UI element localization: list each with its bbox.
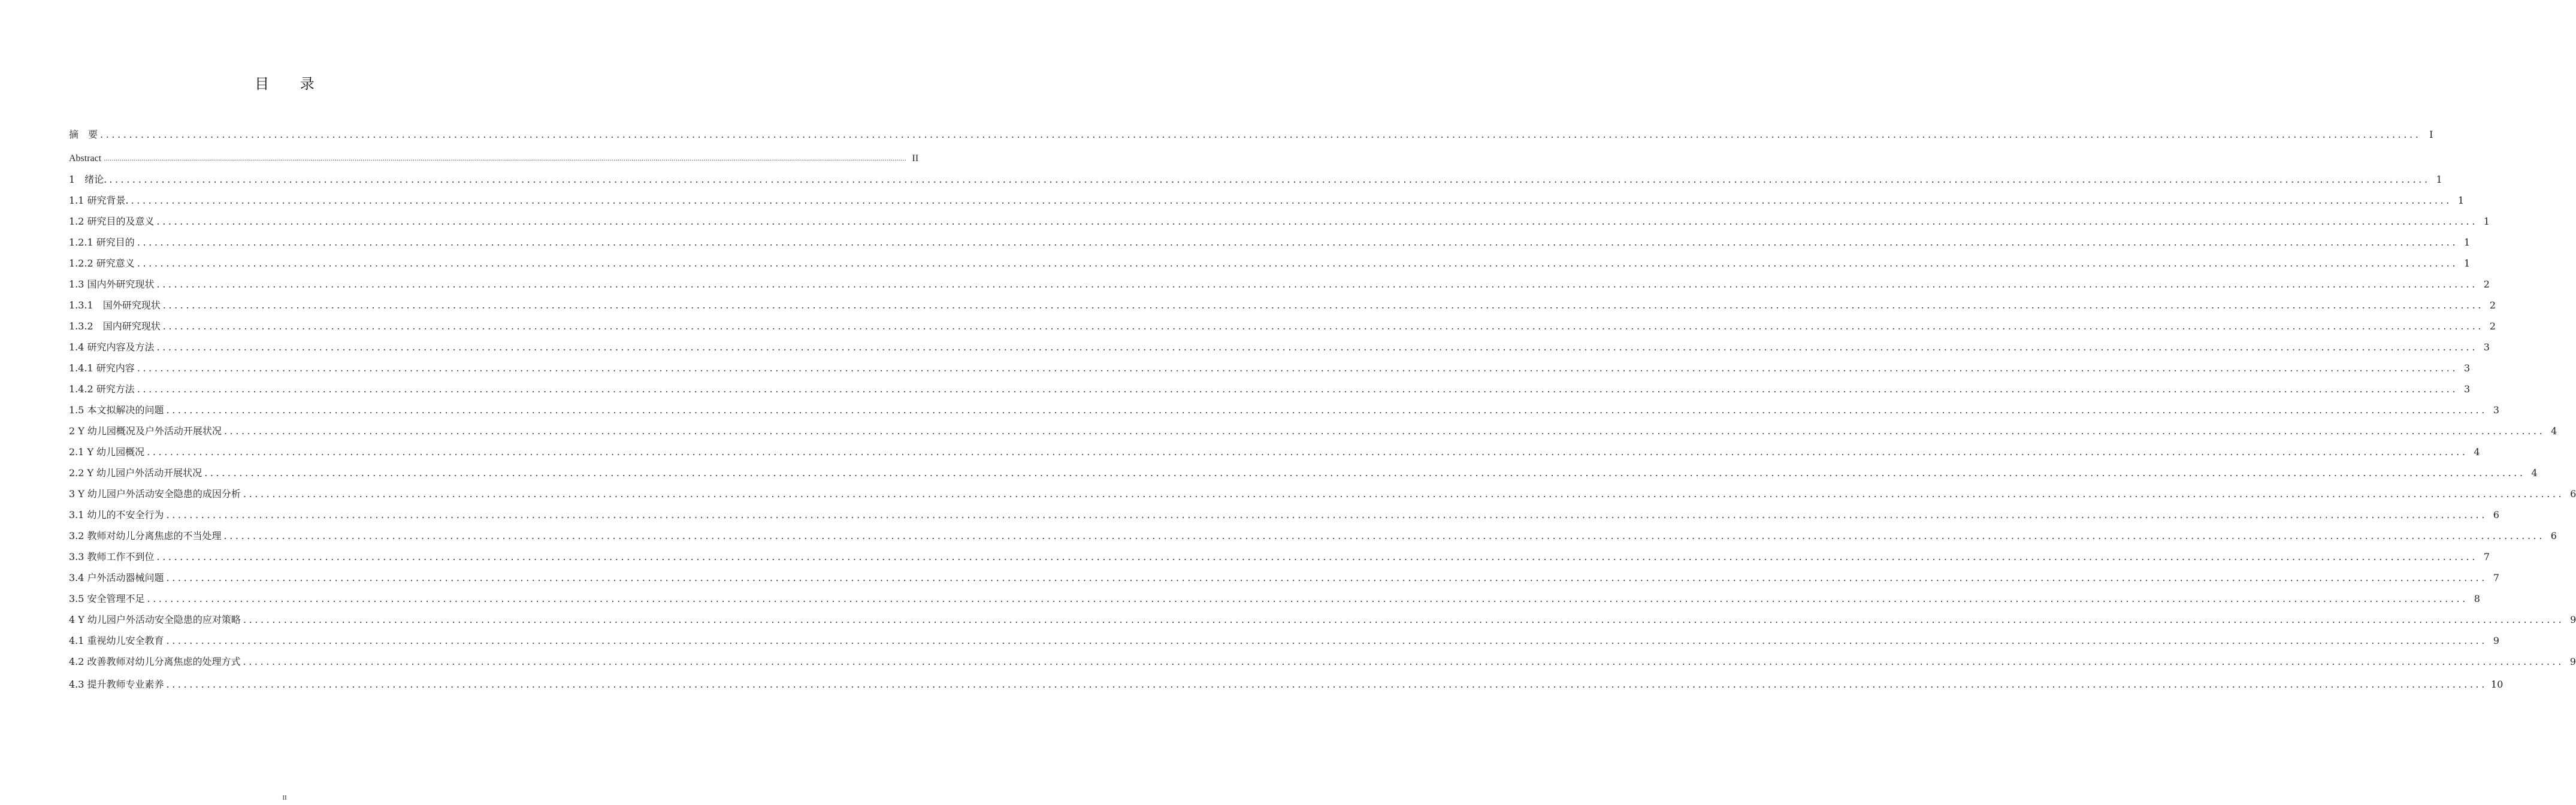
toc-entry-page: 2 xyxy=(2489,299,2496,311)
toc-entry-label: 4.1 重视幼儿安全教育 xyxy=(69,635,164,646)
toc-entry-page: 6 xyxy=(2493,509,2499,520)
toc-entry-label: 2 Y 幼儿园概况及户外活动开展状况 xyxy=(69,425,222,437)
dot-leader: ................................................................................................................................................................................................................................................................................................................................................................................................................ xyxy=(137,258,2459,269)
toc-entry-1[interactable] xyxy=(69,171,2442,186)
toc-entry-page: 6 xyxy=(2550,530,2557,541)
toc-entry-label: 3.2 教师对幼儿分离焦虑的不当处理 xyxy=(69,530,222,541)
toc-entry-label: 2.2 Y 幼儿园户外活动开展状况 xyxy=(69,467,202,479)
toc-entry-label: Abstract xyxy=(69,153,102,164)
toc-entry-label: 1 绪论. xyxy=(69,174,107,185)
toc-entry-label: 2.1 Y 幼儿园概况 xyxy=(69,446,145,458)
toc-entry-2-1[interactable] xyxy=(69,443,2480,459)
toc-entry-1-2-1[interactable] xyxy=(69,234,2471,249)
toc-entry-page: 2 xyxy=(2489,320,2496,332)
toc-entry-3[interactable] xyxy=(69,485,2576,501)
toc-entry-page: 6 xyxy=(2570,488,2576,500)
toc-entry-abstract-cn[interactable] xyxy=(69,126,2433,141)
toc-entry-1-4-1[interactable] xyxy=(69,359,2471,375)
toc-entry-page: 9 xyxy=(2569,656,2576,667)
dot-leader: ................................................................................................................................................................................................................................................................................................................................................................................................................ xyxy=(243,614,2565,625)
dot-leader: ................................................................................................................................................................................................................................................................................................................................................................................................................ xyxy=(156,279,2478,290)
dot-leader: ................................................................................................................................................................................................................................................................................................................................................................................................................ xyxy=(166,509,2487,520)
toc-entry-4-3[interactable] xyxy=(69,676,2504,691)
toc-entry-page: 7 xyxy=(2483,551,2490,562)
toc-entry-page: 3 xyxy=(2493,404,2499,416)
toc-entry-3-2[interactable] xyxy=(69,527,2557,543)
toc-entry-label: 1.3 国内外研究现状 xyxy=(69,279,155,290)
toc-entry-page: 2 xyxy=(2483,279,2490,290)
toc-entry-page: 1 xyxy=(2457,195,2464,206)
toc-entry-page: 7 xyxy=(2493,572,2499,583)
toc-entry-page: 3 xyxy=(2464,362,2471,374)
toc-entry-label: 4.3 提升教师专业素养 xyxy=(69,679,164,690)
toc-entry-1-3-2[interactable] xyxy=(69,317,2496,333)
toc-entry-page: 4 xyxy=(2551,425,2557,437)
toc-entry-label: 3 Y 幼儿园户外活动安全隐患的成因分析 xyxy=(69,488,241,500)
dot-leader: ................................................................................................................................................................................................................................................................................................................................................................................................................ xyxy=(100,129,2421,140)
dot-leader: ................................................................................................................................................................................................................................................................................................................................................................................................................ xyxy=(166,635,2487,646)
toc-entry-1-3-1[interactable] xyxy=(69,296,2496,312)
toc-entry-label: 1.2.2 研究意义 xyxy=(69,258,135,269)
toc-entry-1-5[interactable] xyxy=(69,401,2499,417)
toc-entry-1-1[interactable] xyxy=(69,192,2464,207)
page-title: 目 录 xyxy=(255,75,328,92)
toc-entry-page: 3 xyxy=(2464,383,2471,395)
dot-leader: ................................................................................................................................................................................................................................................................................................................................................................................................................ xyxy=(223,530,2545,541)
footer-page-number: II xyxy=(282,794,287,801)
toc-entry-2-2[interactable] xyxy=(69,464,2538,480)
toc-entry-1-4[interactable] xyxy=(69,338,2490,354)
toc-entry-page: I xyxy=(2429,129,2433,140)
dot-leader: ................................................................................................................................................................................................................................................................................................................................................................................................................ xyxy=(137,383,2459,395)
toc-entry-3-4[interactable] xyxy=(69,569,2499,585)
toc-entry-label: 摘 要 xyxy=(69,129,98,140)
toc-entry-4[interactable] xyxy=(69,611,2576,627)
dot-leader: ................................................................................................................................................................................................................................................................................................................................................................................................................ xyxy=(166,679,2487,690)
dot-leader: ................................................................................................................................................................................................................................................................................................................................................................................................................ xyxy=(109,174,2430,185)
dot-leader: ................................................................................................................................................................................................................................................................................................................................................................................................................ xyxy=(156,551,2478,562)
dot-leader: ................................................................................................................................................................................................................................................................................................................................................................................................................ xyxy=(137,362,2459,374)
dot-leader: ................................................................................................................................................................................................................................................................................................................................................................................................................ xyxy=(166,404,2487,416)
toc-entry-2[interactable] xyxy=(69,422,2557,438)
toc-entry-label: 1.2 研究目的及意义 xyxy=(69,216,155,227)
toc-entry-3-3[interactable] xyxy=(69,548,2490,564)
toc-entry-page: 1 xyxy=(2436,174,2442,185)
toc-entry-label: 4 Y 幼儿园户外活动安全隐患的应对策略 xyxy=(69,614,241,625)
dot-leader: ................................................................................................................................................................................................................................................................................................................................................................................................................ xyxy=(243,656,2564,667)
toc-entry-label: 1.1 研究背景. xyxy=(69,195,129,206)
toc-entry-label: 1.3.1 国外研究现状 xyxy=(69,299,161,311)
table-of-contents xyxy=(69,0,2576,805)
toc-entry-page: 3 xyxy=(2483,341,2490,353)
toc-entry-1-2[interactable] xyxy=(69,213,2490,228)
toc-entry-page: 8 xyxy=(2474,593,2480,604)
toc-entry-label: 1.3.2 国内研究现状 xyxy=(69,320,161,332)
toc-entry-label: 1.4 研究内容及方法 xyxy=(69,341,155,353)
dot-leader: ................................................................................................................................................................................................................................................................................................................................................................................................................ xyxy=(223,425,2545,437)
toc-entry-label: 1.4.1 研究内容 xyxy=(69,362,135,374)
dot-leader: ................................................................................................................................................................................................................................................................................................................................................................................................................ xyxy=(162,320,2484,332)
toc-entry-label: 3.3 教师工作不到位 xyxy=(69,551,155,562)
toc-entry-label: 1.2.1 研究目的 xyxy=(69,237,135,248)
toc-entry-page: 1 xyxy=(2483,216,2490,227)
dot-leader: ................................................................................................................................................................................................................................................................................................................................................................................................................ xyxy=(104,155,907,162)
dot-leader: ................................................................................................................................................................................................................................................................................................................................................................................................................ xyxy=(137,237,2459,248)
toc-entry-page: 9 xyxy=(2570,614,2576,625)
toc-entry-label: 3.4 户外活动器械问题 xyxy=(69,572,164,583)
toc-entry-label: 3.5 安全管理不足 xyxy=(69,593,145,604)
dot-leader: ................................................................................................................................................................................................................................................................................................................................................................................................................ xyxy=(204,467,2526,479)
toc-entry-abstract-en[interactable] xyxy=(69,150,919,165)
toc-entry-page: 10 xyxy=(2490,679,2504,690)
toc-entry-3-1[interactable] xyxy=(69,506,2499,522)
toc-entry-label: 3.1 幼儿的不安全行为 xyxy=(69,509,164,520)
toc-entry-page: 9 xyxy=(2493,635,2499,646)
toc-entry-page: II xyxy=(912,153,919,164)
dot-leader: ................................................................................................................................................................................................................................................................................................................................................................................................................ xyxy=(131,195,2452,206)
toc-entry-1-2-2[interactable] xyxy=(69,255,2471,270)
dot-leader: ................................................................................................................................................................................................................................................................................................................................................................................................................ xyxy=(147,446,2468,458)
toc-entry-4-1[interactable] xyxy=(69,632,2499,647)
toc-entry-label: 4.2 改善教师对幼儿分离焦虑的处理方式 xyxy=(69,656,241,667)
dot-leader: ................................................................................................................................................................................................................................................................................................................................................................................................................ xyxy=(156,341,2478,353)
dot-leader: ................................................................................................................................................................................................................................................................................................................................................................................................................ xyxy=(162,299,2484,311)
toc-entry-label: 1.5 本文拟解决的问题 xyxy=(69,404,164,416)
dot-leader: ................................................................................................................................................................................................................................................................................................................................................................................................................ xyxy=(166,572,2487,583)
toc-entry-3-5[interactable] xyxy=(69,590,2480,606)
toc-entry-1-4-2[interactable] xyxy=(69,380,2471,396)
toc-entry-page: 4 xyxy=(2531,467,2538,479)
toc-entry-page: 1 xyxy=(2464,237,2471,248)
dot-leader: ................................................................................................................................................................................................................................................................................................................................................................................................................ xyxy=(156,216,2478,227)
toc-entry-4-2[interactable] xyxy=(69,653,2576,668)
toc-entry-label: 1.4.2 研究方法 xyxy=(69,383,135,395)
dot-leader: ................................................................................................................................................................................................................................................................................................................................................................................................................ xyxy=(243,488,2565,500)
toc-entry-1-3[interactable] xyxy=(69,276,2490,291)
toc-entry-page: 4 xyxy=(2474,446,2480,458)
dot-leader: ................................................................................................................................................................................................................................................................................................................................................................................................................ xyxy=(147,593,2468,604)
toc-entry-page: 1 xyxy=(2464,258,2471,269)
